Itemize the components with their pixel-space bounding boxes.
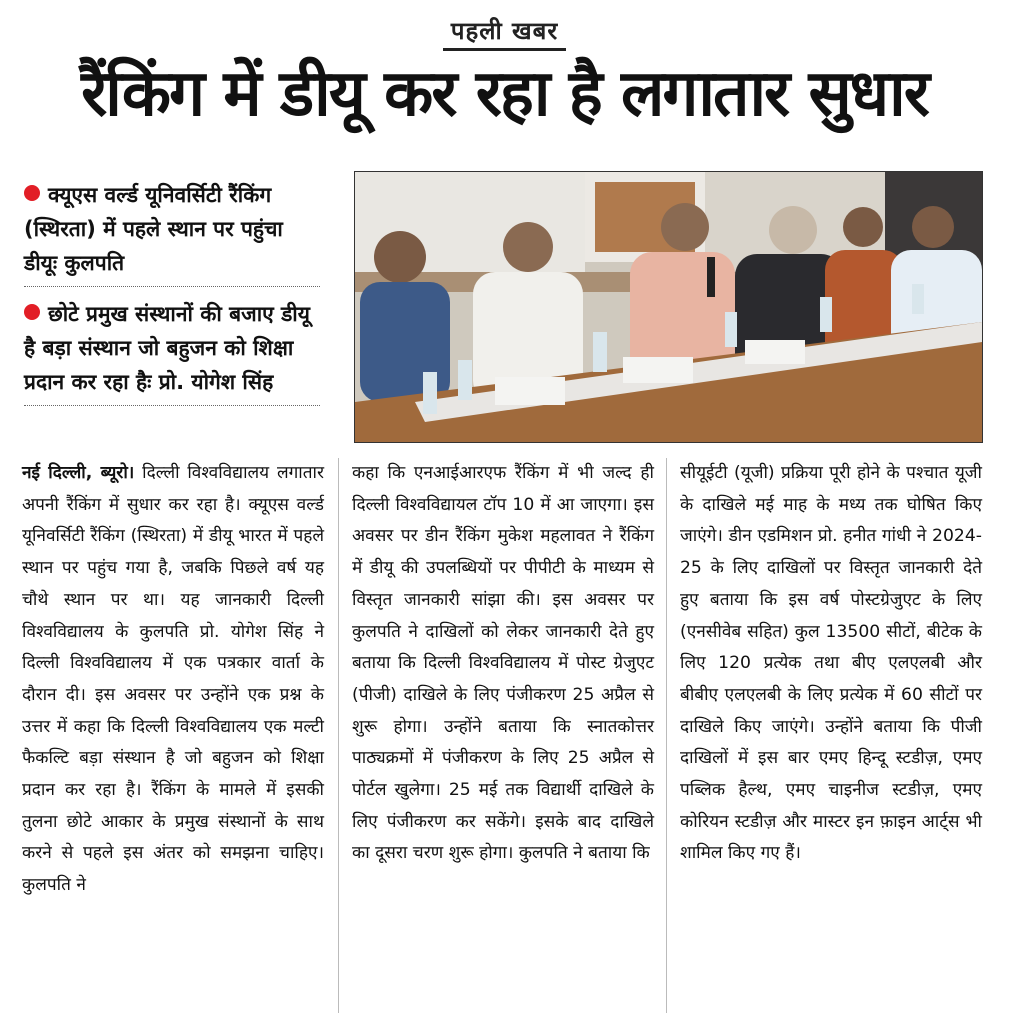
dateline: नई दिल्ली, ब्यूरो। [22, 463, 135, 483]
kicker-label: पहली खबर [443, 14, 566, 51]
article-text: सीयूईटी (यूजी) प्रक्रिया पूरी होने के पश्चात यूजी के दाखिले मई माह के मध्य तक घोषित किए जाएंगे। डीन एडमिशन प्रो. हनीत गांधी ने 2024-25 के लिए दाखिलों पर विस्तृत जानकारी देते हुए बताया कि इस वर्ष पोस्टग्रेजुएट के लिए (एनसीवेब सहित) कुल 13500 सीटों, बीटेक के लिए 120 प्रत्येक तथा बीए एलएलबी और बीबीए एलएलबी के लिए प्रत्येक में 60 सीटों पर दाखिले किए जाएंगे। उन्होंने बताया कि पीजी दाखिलों में इस बार एमए हिन्दू स्टडीज़, एमए पब्लिक हैल्थ, एमए चाइनीज स्टडीज़, एमए कोरियन स्टडीज़ और मास्टर इन फ़ाइन आर्ट्स भी शामिल किए गए हैं। [680, 463, 982, 864]
section-kicker [0, 14, 1009, 51]
article-column-3 [680, 458, 982, 1018]
headline: रैंकिंग में डीयू कर रहा है लगातार सुधार [81, 57, 928, 131]
red-bullet-icon [24, 185, 40, 201]
highlight-text: क्यूएस वर्ल्ड यूनिवर्सिटी रैंकिंग (स्थिरता) में पहले स्थान पर पहुंचा डीयूः कुलपति [24, 183, 283, 275]
article-column-1 [22, 458, 324, 1018]
highlights-box [24, 178, 320, 416]
highlight-item [24, 178, 320, 287]
press-conference-photo [354, 171, 983, 443]
article-body [22, 458, 982, 1018]
article-column-2 [352, 458, 654, 1018]
press-conference-photo-drawing [355, 172, 982, 442]
red-bullet-icon [24, 304, 40, 320]
highlight-item [24, 297, 320, 406]
article-text: दिल्ली विश्वविद्यालय लगातार अपनी रैंकिंग में सुधार कर रहा है। क्यूएस वर्ल्ड यूनिवर्सिटी रैंकिंग (स्थिरता) में डीयू भारत में पहले स्थान पर पहुंच गया है, जबकि पिछले वर्ष यह चौथे स्थान पर था। यह जानकारी दिल्ली विश्वविद्यालय के कुलपति प्रो. योगेश सिंह ने दिल्ली विश्वविद्यालय में एक पत्रकार वार्ता के दौरान दी। इस अवसर पर उन्होंने एक प्रश्न के उत्तर में कहा कि दिल्ली विश्वविद्यालय एक मल्टी फैकल्टि बड़ा संस्थान है जो बहुजन को शिक्षा प्रदान कर रहा है। रैंकिंग के मामले में इसकी तुलना छोटे आकार के प्रमुख संस्थानों के साथ करने से पहले इस अंतर को समझना चाहिए। कुलपति ने [22, 463, 324, 896]
article-text: कहा कि एनआईआरएफ रैंकिंग में भी जल्द ही दिल्ली विश्वविद्यायल टॉप 10 में आ जाएगा। इस अवसर पर डीन रैंकिंग मुकेश महलावत ने रैंकिंग में डीयू की उपलब्धियों पर पीपीटी के माध्यम से विस्तृत जानकारी सांझा की। इस अवसर पर कुलपति ने दाखिलों को लेकर जानकारी देते हुए बताया कि दिल्ली विश्वविद्यालय में पोस्ट ग्रेजुएट (पीजी) दाखिले के लिए पंजीकरण 25 अप्रैल से शुरू होगा। उन्होंने बताया कि स्नातकोत्तर पाठ्यक्रमों में पंजीकरण के लिए 25 अप्रैल से पोर्टल खुलेगा। 25 मई तक विद्यार्थी दाखिले के लिए पंजीकरण कर सकेंगे। इसके बाद दाखिले का दूसरा चरण शुरू होगा। कुलपति ने बताया कि [352, 463, 654, 864]
highlight-text: छोटे प्रमुख संस्थानों की बजाए डीयू है बड़ा संस्थान जो बहुजन को शिक्षा प्रदान कर रहा हैः प्रो. योगेश सिंह [24, 302, 310, 394]
